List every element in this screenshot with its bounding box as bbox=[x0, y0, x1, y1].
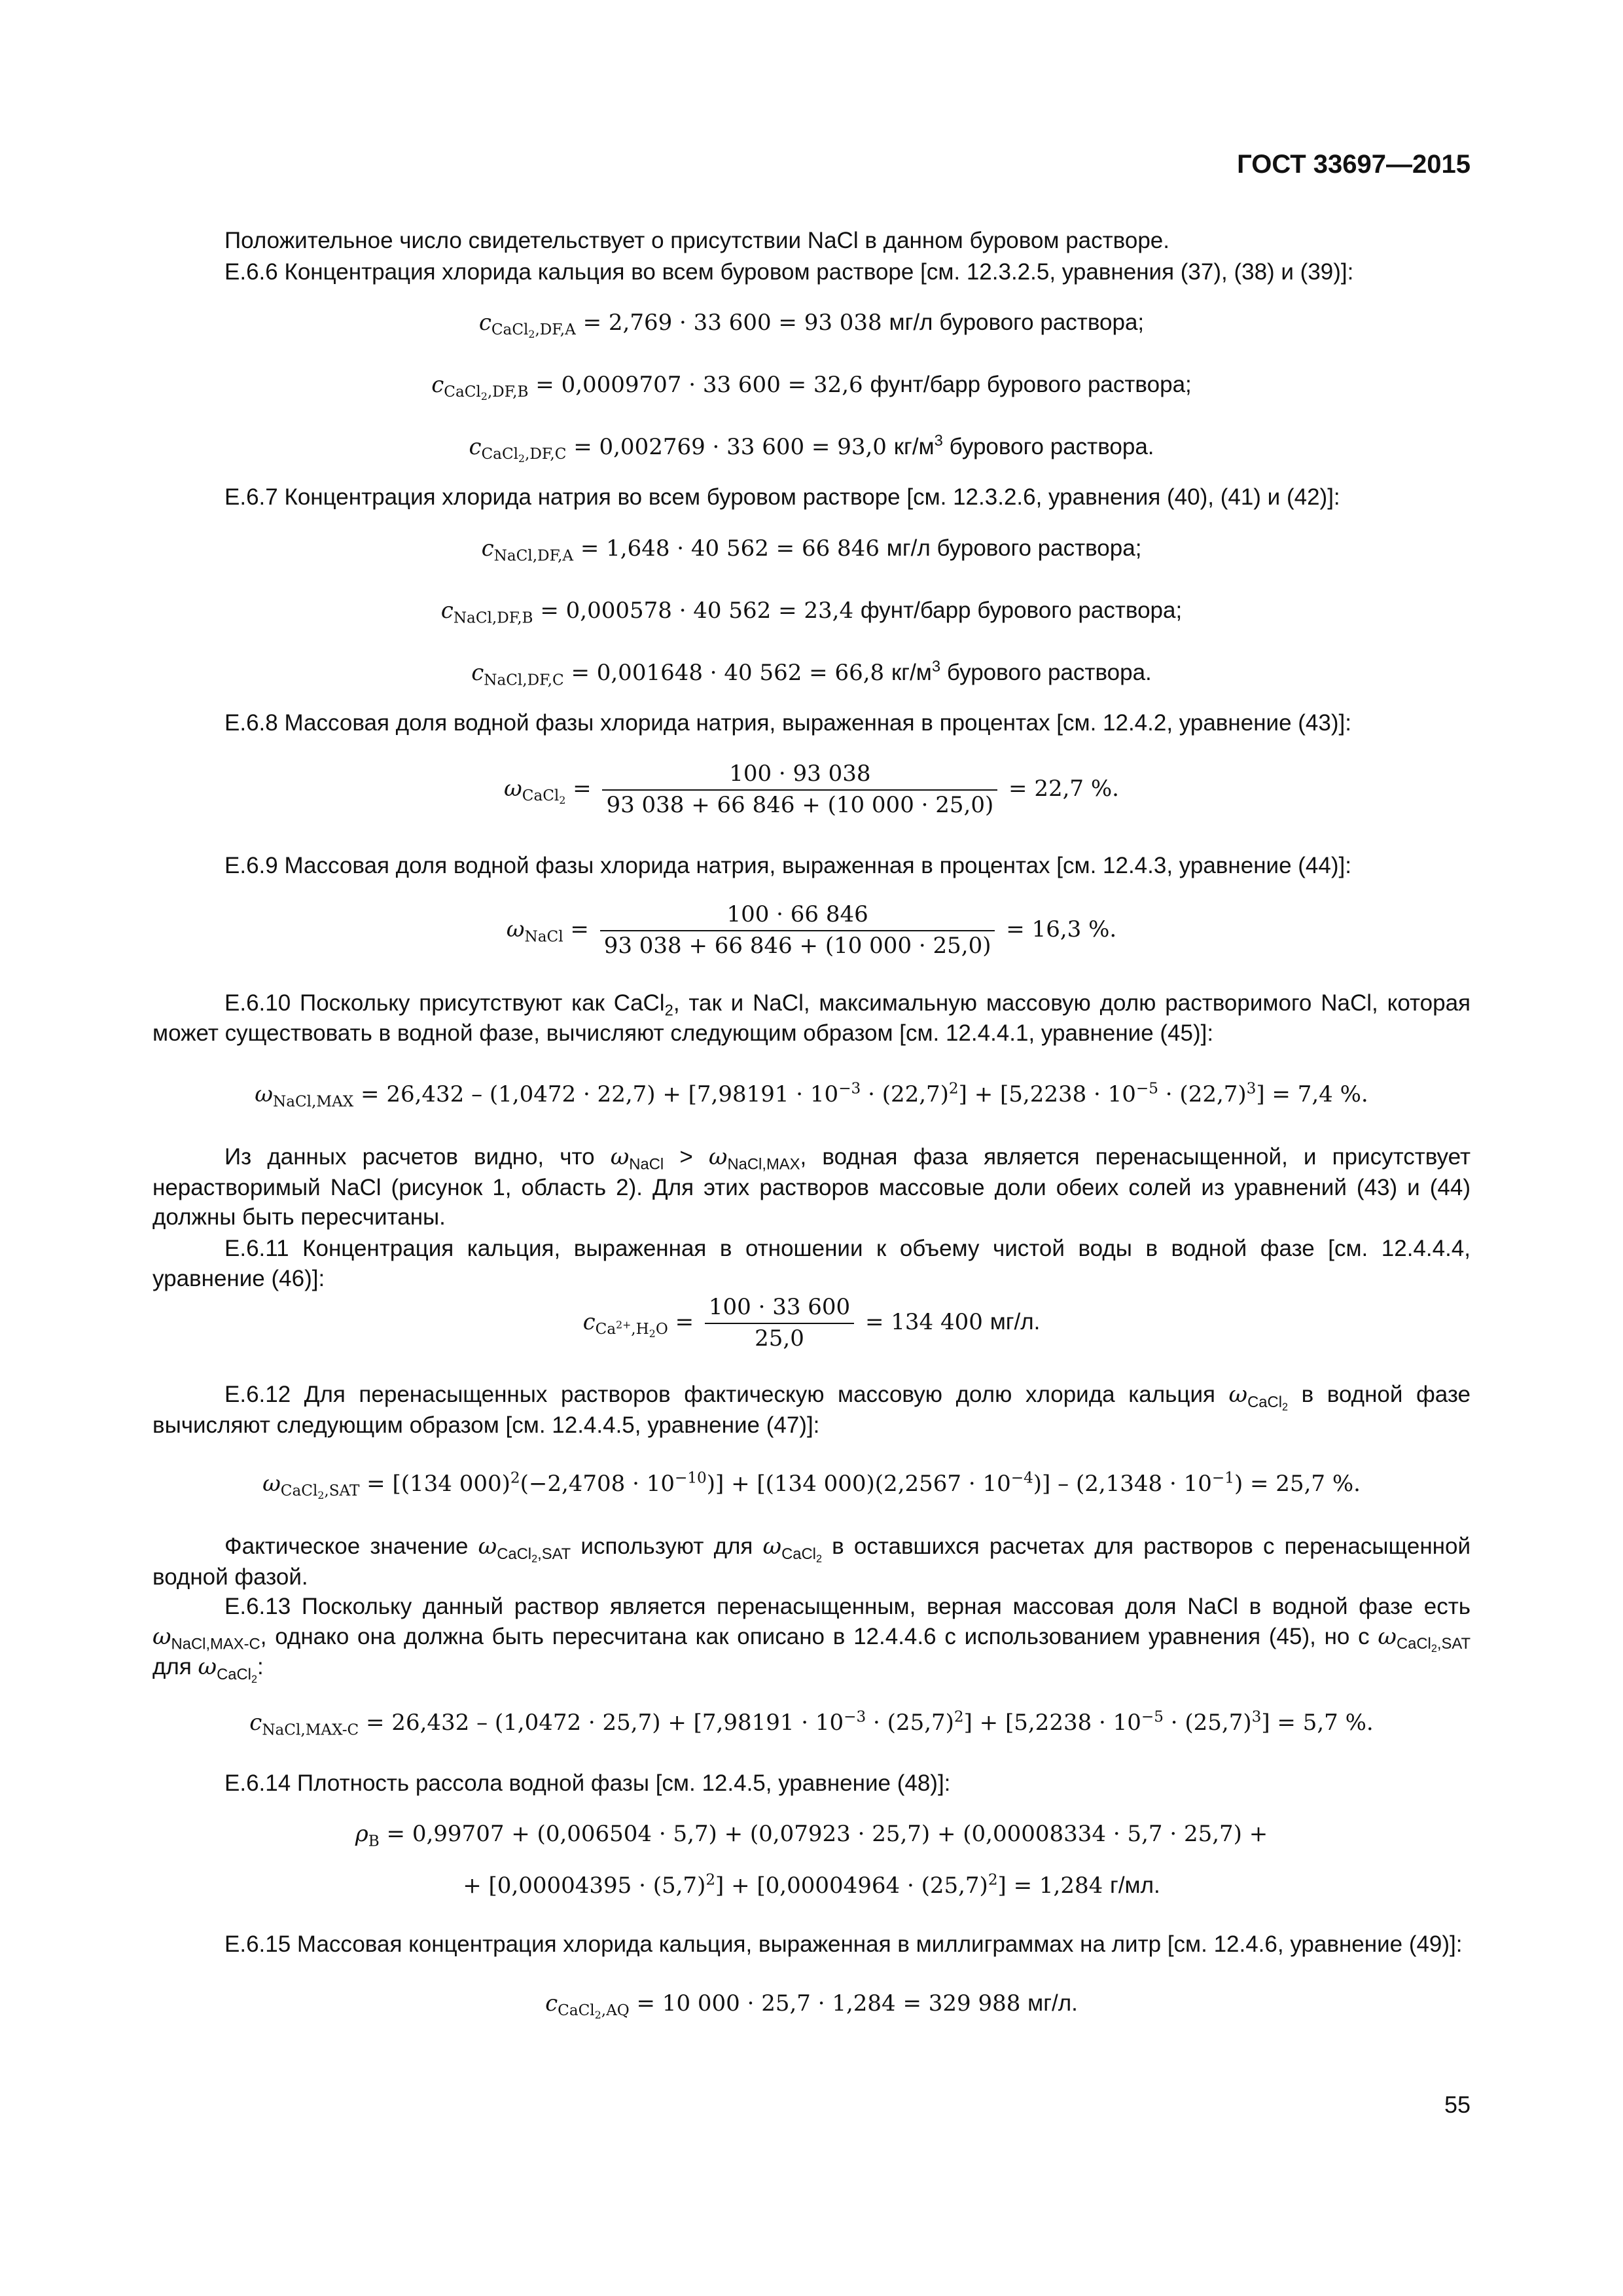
equation-omega-nacl: $\omega_{NaCl}$ = $\frac{100 \cdot 66 846}{93 038 + 66 846 + (10 000 \cdot 25,0)}$ = 16,3 %. bbox=[152, 900, 1471, 961]
document-header: ГОСТ 33697—2015 bbox=[1237, 150, 1471, 179]
section-e67: Е.6.7 Концентрация хлорида натрия во всем буровом растворе [см. 12.3.2.6, уравнения (40), (41) и (42)]: bbox=[224, 484, 1340, 510]
equation-omega-nacl-max: $\omega_{NaCl,MAX} = 26,432 - (1,0472 \cdot 22,7) + [7,98191 \cdot 10^{-3} \cdot (22,7)^2] + [5,2238 \cdot 10^{-5} \cdot (22,7)^3] = 7,4$ %. bbox=[255, 1080, 1368, 1111]
equation-cacl2-df-b: $c_{CaCl_2,DF,B} = 0,0009707 \cdot 33$ 600 = 32,6 фунт/барр бурового раствора; bbox=[431, 372, 1192, 403]
section-e614: Е.6.14 Плотность рассола водной фазы [см. 12.4.5, уравнение (48)]: bbox=[224, 1770, 951, 1796]
equation-cacl2-aq: $c_{CaCl_2,AQ} = 10$ 000 · 25,7 · 1,284 = 329 988 мг/л. bbox=[545, 1990, 1078, 2022]
equation-brine-density-line2: + $[0,00004395 \cdot (5,7)^2] + [0,00004964 \cdot (25,7)^2] = 1,284$ г/мл. bbox=[463, 1871, 1160, 1899]
paragraph-supersaturated: Из данных расчетов видно, что $\omega_{NaCl} > \omega_{NaCl,MAX}$, водная фаза является перенасыщенной, и присутствует нерастворимый NaCl (рисунок 1, область 2). Для этих растворов массовые доли обеих солей из уравнений (43) и (44) должны быть пересчитаны. bbox=[152, 1144, 1471, 1230]
paragraph-positive-number: Положительное число свидетельствует о присутствии NaCl в данном буровом растворе. bbox=[224, 228, 1169, 253]
equation-nacl-max-c: $c_{NaCl,MAX-C} = 26,432 - (1,0472 \cdot 25,7) + [7,98191 \cdot 10^{-3} \cdot (25,7)^2] + [5,2238 \cdot 10^{-5} \cdot (25,7)^3] = 5,7$ %. bbox=[249, 1708, 1374, 1739]
equation-nacl-df-c: $c_{NaCl,DF,C} = 0,001648 \cdot 40$ 562 = 66,8 $кг/м^3$ бурового раствора. bbox=[471, 657, 1152, 689]
paragraph-actual-value: Фактическое значение $\omega_{CaCl_2,SAT}$ используют для $\omega_{CaCl_2}$ в оставшихся расчетах для растворов с перенасыщенной водной фазой. bbox=[152, 1534, 1471, 1590]
equation-omega-cacl2-sat: $\omega_{CaCl_2,SAT} = [(134$ $000)^2(-2,4708 \cdot 10^{-10})] + [(134$ $000)(2,2567 \cdot 10^{-4})] - (2,1348 \cdot 10^{-1}) = 25,7$ %. bbox=[262, 1469, 1361, 1502]
equation-nacl-df-b: $c_{NaCl,DF,B} = 0,000578 \cdot 40$ 562 = 23,4 фунт/барр бурового раствора; bbox=[440, 598, 1183, 627]
fraction: $\frac{100 \cdot 33 600}{25,0}$ bbox=[705, 1293, 854, 1354]
section-e69: Е.6.9 Массовая доля водной фазы хлорида натрия, выраженная в процентах [см. 12.4.3, уравнение (44)]: bbox=[224, 853, 1351, 878]
equation-nacl-df-a: $c_{NaCl,DF,A} = 1,648 \cdot 40$ 562 = 66 846 мг/л бурового раствора; bbox=[481, 535, 1142, 565]
section-e68: Е.6.8 Массовая доля водной фазы хлорида натрия, выраженная в процентах [см. 12.4.2, уравнение (43)]: bbox=[224, 710, 1351, 736]
section-e610: Е.6.10 Поскольку присутствуют как CaCl$_2$, так и NaCl, максимальную массовую долю растворимого NaCl, которая может существовать в водной фазе, вычисляют следующим образом [см. 12.4.4.1, уравнение (45)]: bbox=[152, 990, 1471, 1046]
equation-cacl2-df-c: $c_{CaCl_2,DF,C} = 0,002769 \cdot 33$ 600 = 93,0 $кг/м^3$ бурового раствора. bbox=[469, 431, 1154, 465]
fraction: $\frac{100 \cdot 66 846}{93 038 + 66 846 + (10 000 \cdot 25,0)}$ bbox=[600, 900, 995, 961]
equation-brine-density-line1: $\rho_B = 0,99707 + (0,006504 \cdot 5,7) + (0,07923 \cdot 25,7) + (0,00008334 \cdot 5,7 \cdot 25,7)$ + bbox=[355, 1821, 1268, 1850]
equation-cacl2-df-a: $c_{CaCl_2,DF,A} = 2,769 \cdot 33$ 600 = 93 038 мг/л бурового раствора; bbox=[478, 310, 1145, 341]
fraction: $\frac{100 \cdot 93 038}{93 038 + 66 846 + (10 000 \cdot 25,0)}$ bbox=[602, 759, 997, 821]
section-e615: Е.6.15 Массовая концентрация хлорида кальция, выраженная в миллиграммах на литр [см. 12.4.6, уравнение (49)]: bbox=[224, 1931, 1463, 1957]
page-number: 55 bbox=[1444, 2091, 1471, 2118]
section-e613: Е.6.13 Поскольку данный раствор является перенасыщенным, верная массовая доля NaCl в водной фазе есть $\omega_{NaCl,MAX-C}$, однако она должна быть пересчитана как описано в 12.4.4.6 с использованием уравнения (45), но с $\omega_{CaCl_2,SAT}$ для $\omega_{CaCl_2}$: bbox=[152, 1594, 1471, 1685]
section-e612: Е.6.12 Для перенасыщенных растворов фактическую массовую долю хлорида кальция $\omega_{CaCl_2}$ в водной фазе вычисляют следующим образом [см. 12.4.4.5, уравнение (47)]: bbox=[152, 1382, 1471, 1438]
equation-calcium-water: $c_{Ca^{2+},H_2O}$ = $\frac{100 \cdot 33 600}{25,0}$ = 134 400 мг/л. bbox=[152, 1293, 1471, 1354]
equation-omega-cacl2: $\omega_{CaCl_2}$ = $\frac{100 \cdot 93 038}{93 038 + 66 846 + (10 000 \cdot 25,0)}$ = 22,7 %. bbox=[152, 759, 1471, 821]
section-e66: Е.6.6 Концентрация хлорида кальция во всем буровом растворе [см. 12.3.2.5, уравнения (37), (38) и (39)]: bbox=[224, 259, 1354, 285]
section-e611: Е.6.11 Концентрация кальция, выраженная в отношении к объему чистой воды в водной фазе [см. 12.4.4.4, уравнение (46)]: bbox=[152, 1236, 1471, 1291]
